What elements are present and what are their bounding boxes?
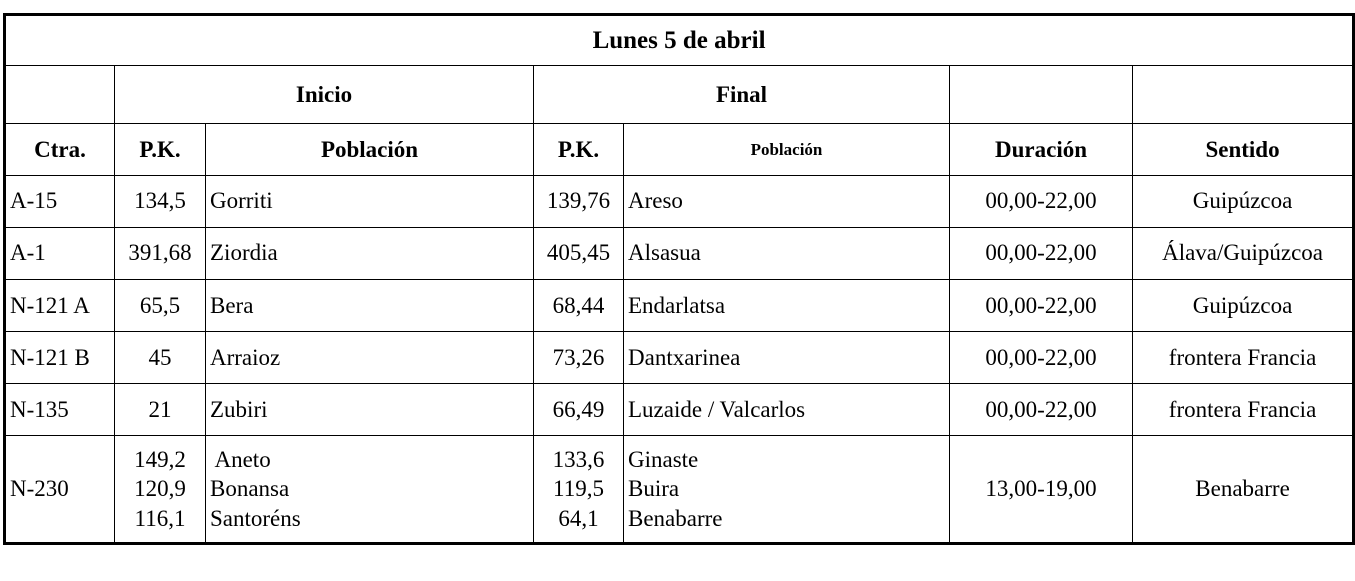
poblacion-value: Benabarre bbox=[628, 505, 723, 531]
pk-value: 116,1 bbox=[134, 505, 186, 531]
cell-poblacion-final: Endarlatsa bbox=[624, 279, 950, 331]
col-header-pk-final: P.K. bbox=[534, 124, 624, 175]
cell-duracion: 13,00-19,00 bbox=[950, 436, 1133, 544]
table-row bbox=[5, 384, 1354, 436]
cell-pk-inicio bbox=[115, 436, 206, 544]
cell-sentido: frontera Francia bbox=[1133, 332, 1354, 384]
pk-value: 119,5 bbox=[553, 476, 604, 502]
road-closures-table bbox=[3, 13, 1355, 545]
cell-sentido: Guipúzcoa bbox=[1133, 175, 1354, 227]
cell-pk-final: 139,76 bbox=[534, 175, 624, 227]
pk-value: 64,1 bbox=[558, 505, 599, 531]
cell-poblacion-final: Areso bbox=[624, 175, 950, 227]
poblacion-value: Ginaste bbox=[628, 446, 699, 472]
cell-pk-inicio: 134,5 bbox=[115, 175, 206, 227]
col-header-poblacion-inicio: Población bbox=[206, 124, 534, 175]
col-header-sentido: Sentido bbox=[1133, 124, 1354, 175]
cell-ctra: N-230 bbox=[5, 436, 115, 544]
cell-duracion: 00,00-22,00 bbox=[950, 384, 1133, 436]
cell-pk-final: 68,44 bbox=[534, 279, 624, 331]
empty-cell bbox=[950, 66, 1133, 124]
poblacion-value: Buira bbox=[628, 476, 680, 502]
poblacion-value: Bonansa bbox=[210, 476, 290, 502]
cell-poblacion-inicio: Zubiri bbox=[206, 384, 534, 436]
cell-sentido: Álava/Guipúzcoa bbox=[1133, 227, 1354, 279]
cell-pk-inicio: 65,5 bbox=[115, 279, 206, 331]
cell-pk-final: 66,49 bbox=[534, 384, 624, 436]
table-title: Lunes 5 de abril bbox=[5, 15, 1354, 66]
table-row bbox=[5, 175, 1354, 227]
pk-value: 120,9 bbox=[134, 476, 186, 502]
cell-duracion: 00,00-22,00 bbox=[950, 175, 1133, 227]
cell-poblacion-final: Luzaide / Valcarlos bbox=[624, 384, 950, 436]
cell-poblacion-final: Alsasua bbox=[624, 227, 950, 279]
table-row bbox=[5, 279, 1354, 331]
cell-sentido: Guipúzcoa bbox=[1133, 279, 1354, 331]
group-header-final: Final bbox=[534, 66, 950, 124]
cell-poblacion-final bbox=[624, 436, 950, 544]
cell-poblacion-inicio: Arraioz bbox=[206, 332, 534, 384]
cell-pk-inicio: 391,68 bbox=[115, 227, 206, 279]
cell-ctra: N-121 A bbox=[5, 279, 115, 331]
col-header-ctra: Ctra. bbox=[5, 124, 115, 175]
cell-poblacion-inicio: Ziordia bbox=[206, 227, 534, 279]
empty-cell bbox=[1133, 66, 1354, 124]
cell-duracion: 00,00-22,00 bbox=[950, 227, 1133, 279]
cell-ctra: N-121 B bbox=[5, 332, 115, 384]
cell-duracion: 00,00-22,00 bbox=[950, 279, 1133, 331]
cell-sentido: Benabarre bbox=[1133, 436, 1354, 544]
col-header-poblacion-final: Población bbox=[624, 124, 950, 175]
cell-ctra: N-135 bbox=[5, 384, 115, 436]
table-row bbox=[5, 436, 1354, 544]
cell-pk-final: 405,45 bbox=[534, 227, 624, 279]
cell-poblacion-inicio: Gorriti bbox=[206, 175, 534, 227]
poblacion-value: Aneto bbox=[210, 446, 271, 472]
col-header-duracion: Duración bbox=[950, 124, 1133, 175]
cell-pk-inicio: 21 bbox=[115, 384, 206, 436]
cell-pk-final bbox=[534, 436, 624, 544]
col-header-pk-inicio: P.K. bbox=[115, 124, 206, 175]
table-row bbox=[5, 332, 1354, 384]
cell-pk-inicio: 45 bbox=[115, 332, 206, 384]
cell-poblacion-final: Dantxarinea bbox=[624, 332, 950, 384]
cell-ctra: A-15 bbox=[5, 175, 115, 227]
empty-cell bbox=[5, 66, 115, 124]
cell-poblacion-inicio bbox=[206, 436, 534, 544]
table-row bbox=[5, 227, 1354, 279]
cell-sentido: frontera Francia bbox=[1133, 384, 1354, 436]
group-header-inicio: Inicio bbox=[115, 66, 534, 124]
cell-ctra: A-1 bbox=[5, 227, 115, 279]
cell-pk-final: 73,26 bbox=[534, 332, 624, 384]
poblacion-value: Santoréns bbox=[210, 505, 301, 531]
pk-value: 133,6 bbox=[552, 446, 605, 472]
cell-poblacion-inicio: Bera bbox=[206, 279, 534, 331]
cell-duracion: 00,00-22,00 bbox=[950, 332, 1133, 384]
pk-value: 149,2 bbox=[134, 446, 186, 472]
